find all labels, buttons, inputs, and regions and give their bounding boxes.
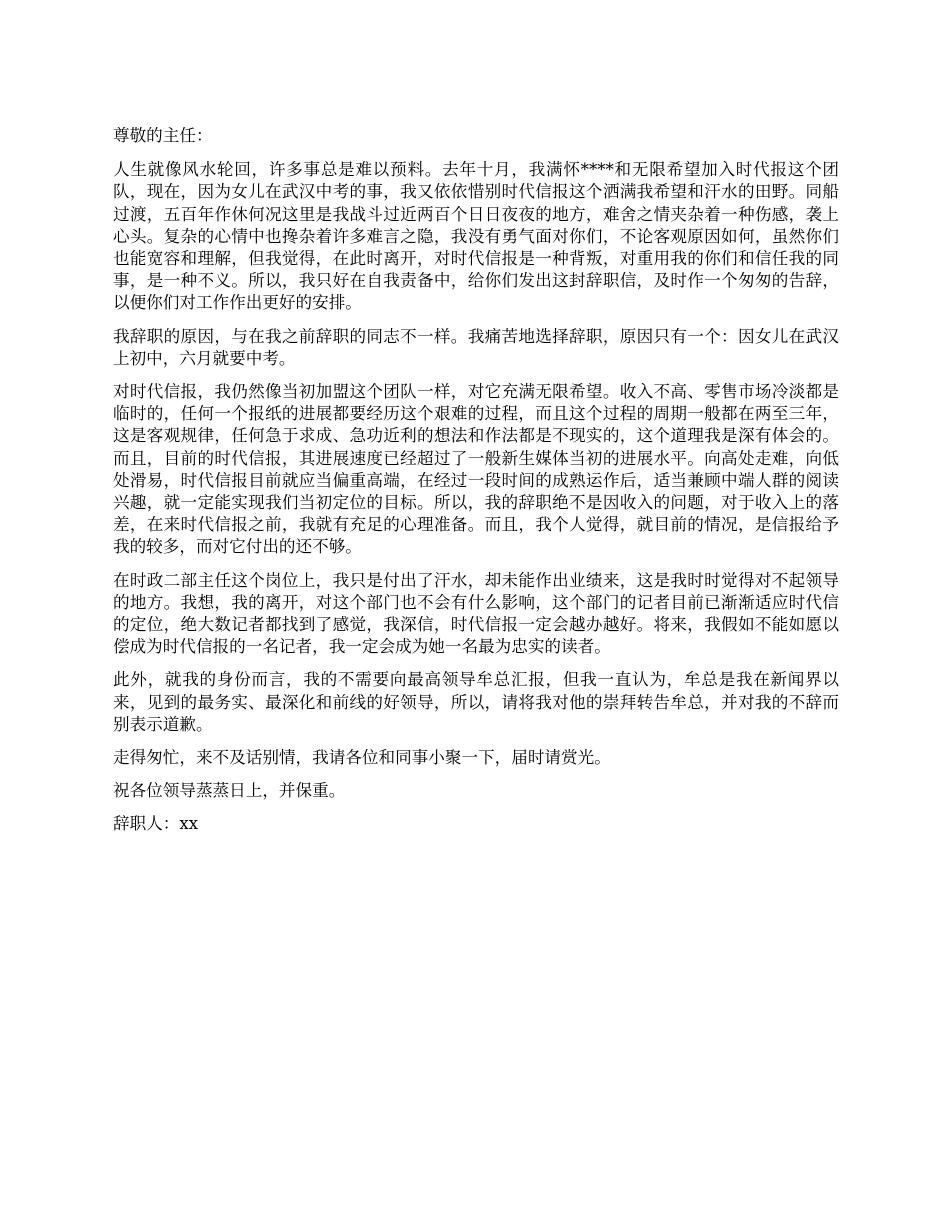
paragraph-apology: 此外，就我的身份而言，我的不需要向最高领导牟总汇报，但我一直认为，牟总是我在新闻界以来，见到的最务实、最深化和前线的好领导，所以，请将我对他的崇拜转告牟总，并对我的不辞而别表示道歉。 <box>113 670 839 734</box>
paragraph-wishes: 祝各位领导蒸蒸日上，并保重。 <box>113 781 346 801</box>
paragraph-farewell: 走得匆忙，来不及话别情，我请各位和同事小聚一下，届时请赏光。 <box>113 748 611 768</box>
letter-body <box>113 125 839 847</box>
paragraph-outlook: 对时代信报，我仍然像当初加盟这个团队一样，对它充满无限希望。收入不高、零售市场冷淡都是临时的，任何一个报纸的进展都要经历这个艰难的过程，而且这个过程的周期一般都在两至三年，这是客观规律，任何急于求成、急功近利的想法和作法都是不现实的，这个道理我是深有体会的。而且，目前的时代信报，其进展速度已经超过了一般新生媒体当初的进展水平。向高处走难，向低处滑易，时代信报目前就应当偏重高端，在经过一段时间的成熟运作后，适当兼顾中端人群的阅读兴趣，就一定能实现我们当初定位的目标。所以，我的辞职绝不是因收入的问题，对于收入上的落差，在来时代信报之前，我就有充足的心理准备。而且，我个人觉得，就目前的情况，是信报给予我的较多，而对它付出的还不够。 <box>113 382 839 557</box>
salutation: 尊敬的主任： <box>113 126 213 145</box>
paragraph-opening: 人生就像风水轮回，许多事总是难以预料。去年十月，我满怀****和无限希望加入时代报这个团队，现在，因为女儿在武汉中考的事，我又依依惜别时代信报这个洒满我希望和汗水的田野。同船过渡，五百年作休何况这里是我战斗过近两百个日日夜夜的地方，难舍之情夹杂着一种伤感，袭上心头。复杂的心情中也搀杂着许多难言之隐，我没有勇气面对你们，不论客观原因如何，虽然你们也能宽容和理解，但我觉得，在此时离开，对时代信报是一种背叛，对重用我的你们和信任我的同事，是一种不义。所以，我只好在自我责备中，给你们发出这封辞职信，及时作一个匆匆的告辞，以便你们对工作作出更好的安排。 <box>113 160 839 313</box>
paragraph-department: 在时政二部主任这个岗位上，我只是付出了汗水，却未能作出业绩来，这是我时时觉得对不起领导的地方。我想，我的离开，对这个部门也不会有什么影响，这个部门的记者目前已渐渐适应时代信的定位，绝大数记者都找到了感觉，我深信，时代信报一定会越办越好。将来，我假如不能如愿以偿成为时代信报的一名记者，我一定会成为她一名最为忠实的读者。 <box>113 570 839 657</box>
paragraph-reason: 我辞职的原因，与在我之前辞职的同志不一样。我痛苦地选择辞职，原因只有一个：因女儿在武汉上初中，六月就要中考。 <box>113 326 839 368</box>
signature: 辞职人：xx <box>113 814 199 834</box>
